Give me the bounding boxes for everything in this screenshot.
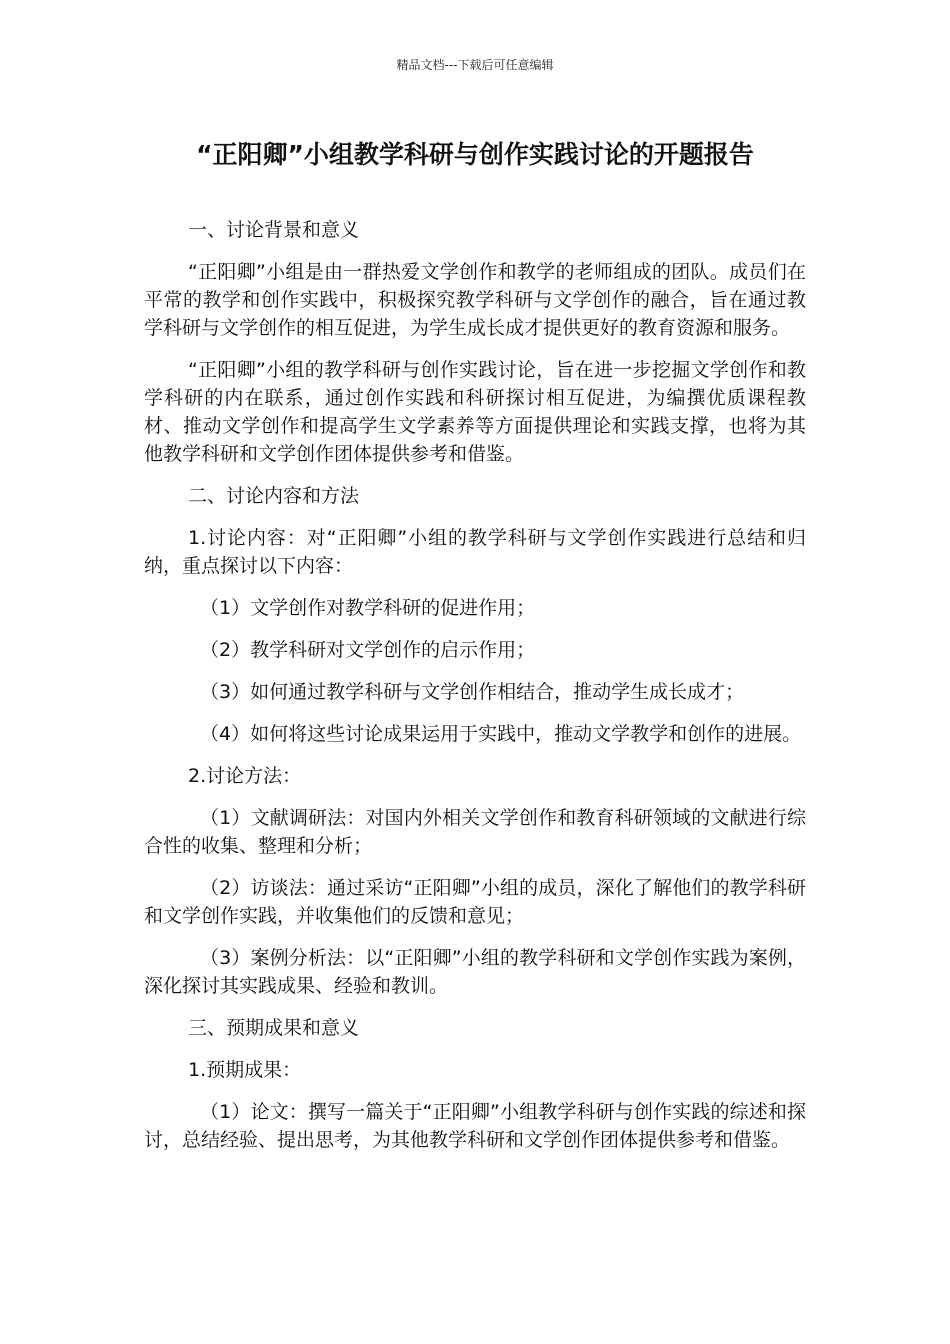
paragraph-intro: “正阳卿”小组是由一群热爱文学创作和教学的老师组成的团队。成员们在平常的教学和创作实践中，积极探究教学科研与文学创作的融合，旨在通过教学科研与文学创作的相互促进，为学生成长成才提供更好的教育资源和服务。 [144,261,806,339]
list-item-content-4: （4）如何将这些讨论成果运用于实践中，推动文学教学和创作的进展。 [200,723,802,745]
list-item-content-2: （2）教学科研对文学创作的启示作用； [200,639,536,661]
paragraph-expected-results: 1.预期成果： [188,1059,302,1081]
list-item-content-1: （1）文学创作对教学科研的促进作用； [200,597,536,619]
paragraph-content: 1.讨论内容：对“正阳卿”小组的教学科研与文学创作实践进行总结和归纳，重点探讨以下内容： [144,527,806,577]
section-heading-background: 一、讨论背景和意义 [188,219,360,241]
page-header: 精品文档---下载后可任意编辑 [396,58,554,72]
list-item-content-3: （3）如何通过教学科研与文学创作相结合，推动学生成长成才； [200,681,745,703]
list-item-method-1: （1）文献调研法：对国内外相关文学创作和教育科研领域的文献进行综合性的收集、整理和分析； [144,807,806,857]
paragraph-purpose: “正阳卿”小组的教学科研与创作实践讨论，旨在进一步挖掘文学创作和教学科研的内在联系，通过创作实践和科研探讨相互促进，为编撰优质课程教材、推动文学创作和提高学生文学素养等方面提供理论和实践支撑，也将为其他教学科研和文学创作团体提供参考和借鉴。 [144,359,806,465]
list-item-method-2: （2）访谈法：通过采访“正阳卿”小组的成员，深化了解他们的教学科研和文学创作实践，并收集他们的反馈和意见； [144,877,806,927]
document-body [144,216,806,1168]
section-heading-content-method: 二、讨论内容和方法 [188,485,360,507]
section-heading-results: 三、预期成果和意义 [188,1017,360,1039]
list-item-method-3: （3）案例分析法：以“正阳卿”小组的教学科研和文学创作实践为案例，深化探讨其实践成果、经验和教训。 [144,947,806,997]
paragraph-method: 2.讨论方法： [188,765,302,787]
document-title: “正阳卿”小组教学科研与创作实践讨论的开题报告 [196,140,754,169]
list-item-result-1: （1）论文：撰写一篇关于“正阳卿”小组教学科研与创作实践的综述和探讨，总结经验、提出思考，为其他教学科研和文学创作团体提供参考和借鉴。 [144,1101,806,1151]
